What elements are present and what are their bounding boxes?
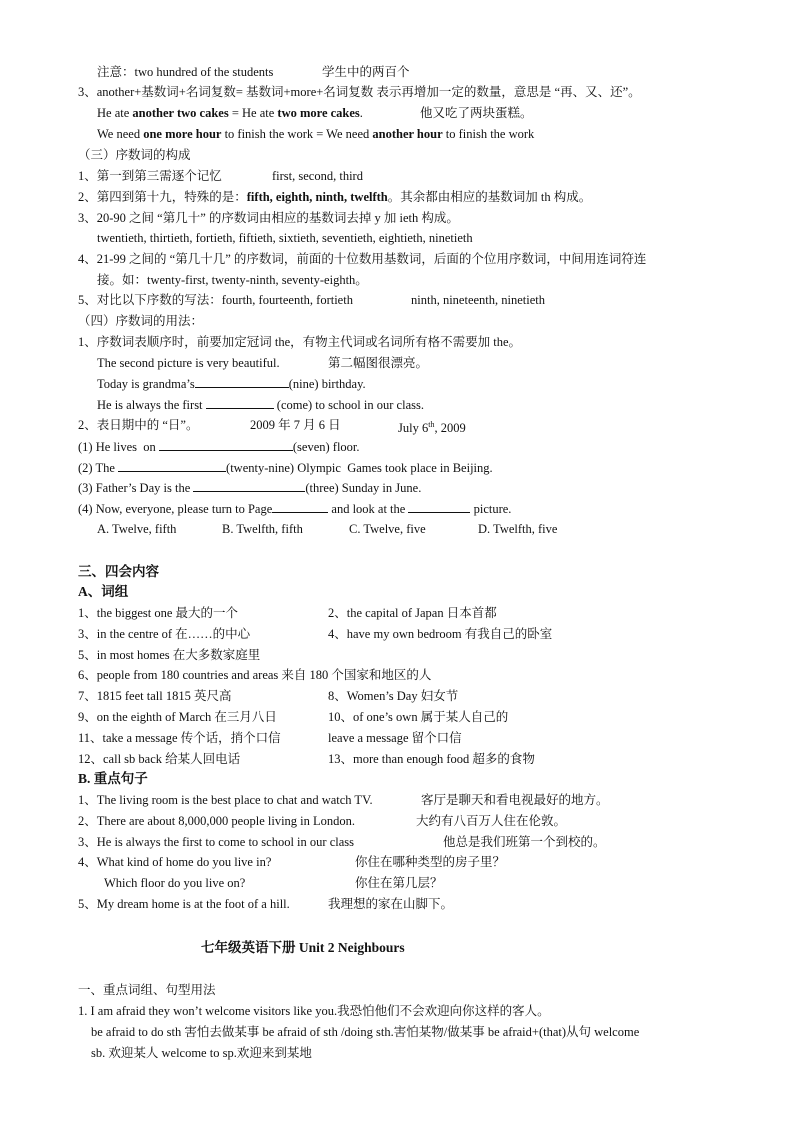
phrase-right: 8、Women’s Day 妇女节 <box>328 689 459 703</box>
answer-blank[interactable] <box>408 500 470 513</box>
s4-l1b-b: (nine) birthday. <box>288 377 366 391</box>
section-three-title: 三、四会内容 <box>78 564 159 579</box>
phrase-left: 1、the biggest one 最大的一个 <box>78 606 239 620</box>
question-3 <box>78 479 421 496</box>
answer-blank[interactable] <box>118 459 226 472</box>
s3-line-5-b: ninth, nineteenth, ninetieth <box>411 293 545 307</box>
unit-2-title: 七年级英语下册 Unit 2 Neighbours <box>201 940 405 955</box>
phrases-title: A、词组 <box>78 584 129 599</box>
ex1-bold-2: two more cakes <box>277 106 360 120</box>
phrase-right: 2、the capital of Japan 日本首都 <box>328 606 497 620</box>
note-label: 注意： <box>97 65 135 79</box>
s4-l1c-b: (come) to school in our class. <box>273 398 424 412</box>
question-1 <box>78 438 360 455</box>
s4-l1b-a: Today is grandma’s <box>97 377 195 391</box>
s4-line-2-en-date <box>398 417 466 436</box>
answer-blank[interactable] <box>159 438 293 451</box>
s4-line-2: 2、表日期中的 “日”。 <box>78 418 199 432</box>
s4-l1c-a: He is always the first <box>97 398 206 412</box>
option-c[interactable]: C. Twelve, five <box>349 522 426 536</box>
q4-a: (4) Now, everyone, please turn to Page <box>78 502 273 516</box>
rule-3-example-2 <box>97 126 534 142</box>
sentence-en: Which floor do you live on? <box>104 876 246 890</box>
phrase-left: 9、on the eighth of March 在三月八日 <box>78 710 277 724</box>
date-a: July 6 <box>398 421 429 436</box>
unit-2-line-2: be afraid to do sth 害怕去做某事 be afraid of sth /doing sth.害怕某物/做某事 be afraid+(that)从句 welcome <box>91 1025 640 1039</box>
s4-line-1c <box>97 396 424 413</box>
section-4-title: （四）序数词的用法： <box>78 314 204 328</box>
sentence-en: 3、He is always the first to come to school in our class <box>78 835 354 849</box>
ex1-bold-1: another two cakes <box>132 106 229 120</box>
q4-c: picture. <box>470 502 512 516</box>
s3-line-4: 4、21-99 之间的 “第几十几” 的序数词，前面的十位数用基数词，后面的个位用序数词，中间用连词符连 <box>78 252 647 266</box>
sentence-en: 5、My dream home is at the foot of a hill. <box>78 897 290 911</box>
rule-3-text: 3、another+基数词+名词复数= 基数词+more+名词复数 表示再增加一定的数量，意思是 “再、又、还”。 <box>78 85 641 99</box>
sentence-en: 4、What kind of home do you live in? <box>78 855 272 869</box>
sentence-cn: 你住在哪种类型的房子里？ <box>355 855 506 869</box>
unit-2-line-3: sb. 欢迎某人 welcome to sp.欢迎来到某地 <box>91 1046 312 1060</box>
date-b: , 2009 <box>434 421 466 436</box>
q1-b: (seven) floor. <box>292 440 360 454</box>
answer-blank[interactable] <box>193 479 305 492</box>
ex2-a: We need <box>97 127 144 141</box>
q2-b: (twenty-nine) Olympic Games took place in Beijing. <box>226 461 493 475</box>
sentence-cn: 客厅是聊天和看电视最好的地方。 <box>421 793 609 807</box>
q1-a: (1) He lives on <box>78 440 159 454</box>
answer-blank[interactable] <box>272 500 328 513</box>
phrase-right: 10、of one’s own 属于某人自己的 <box>328 710 509 724</box>
unit-2-line-1: 1. I am afraid they won’t welcome visitors like you.我恐怕他们不会欢迎向你这样的客人。 <box>78 1004 550 1018</box>
ex1-d: . <box>359 106 363 120</box>
option-a[interactable]: A. Twelve, fifth <box>97 522 177 536</box>
section-3-title: （三）序数词的构成 <box>78 148 191 162</box>
phrase-right: 4、have my own bedroom 有我自己的卧室 <box>328 627 553 641</box>
phrase-left: 7、1815 feet tall 1815 英尺高 <box>78 689 232 703</box>
ex2-bold-1: one more hour <box>143 127 222 141</box>
sentence-en: 2、There are about 8,000,000 people living in London. <box>78 814 356 828</box>
s4-line-1: 1、序数词表顺序时，前要加定冠词 the，有物主代词或名词所有格不需要加 the。 <box>78 335 522 349</box>
ex2-bold-2: another hour <box>372 127 443 141</box>
ex2-c: to finish the work = We need <box>221 127 373 141</box>
question-4 <box>78 500 511 517</box>
s3-l2-a: 2、第四到第十九，特殊的是： <box>78 190 247 204</box>
q3-a: (3) Father’s Day is the <box>78 481 194 495</box>
s3-line-2 <box>78 189 591 205</box>
s3-line-3b: twentieth, thirtieth, fortieth, fiftieth, sixtieth, seventieth, eightieth, ninetieth <box>97 231 473 245</box>
sentences-title: B. 重点句子 <box>78 771 148 786</box>
q3-b: (three) Sunday in June. <box>305 481 422 495</box>
s4-line-2-cn-date: 2009 年 7 月 6 日 <box>250 418 341 432</box>
rule-3-example-1 <box>97 105 363 121</box>
sentence-cn: 你住在第几层？ <box>355 876 443 890</box>
s3-line-1-words: first, second, third <box>272 169 363 183</box>
sentence-en: 1、The living room is the best place to chat and watch TV. <box>78 793 373 807</box>
s4-line-1a-en: The second picture is very beautiful. <box>97 356 280 370</box>
s3-line-5: 5、对比以下序数的写法：fourth, fourteenth, fortieth <box>78 293 353 307</box>
option-d[interactable]: D. Twelfth, five <box>478 522 558 536</box>
s4-line-1b <box>97 375 366 392</box>
s3-line-1: 1、第一到第三需逐个记忆 <box>78 169 222 183</box>
answer-blank[interactable] <box>206 396 274 409</box>
answer-blank[interactable] <box>195 375 289 388</box>
rule-3-example-1-cn: 他又吃了两块蛋糕。 <box>420 106 533 120</box>
s3-line-4b: 接。如：twenty-first, twenty-ninth, seventy-eighth。 <box>97 273 368 287</box>
date-sup: th <box>428 420 435 429</box>
phrase-left: 12、call sb back 给某人回电话 <box>78 752 241 766</box>
phrase-left: 3、in the centre of 在……的中心 <box>78 627 251 641</box>
s3-line-3: 3、20-90 之间 “第几十” 的序数词由相应的基数词去掉 y 加 ieth 构成。 <box>78 211 459 225</box>
phrase-left: 11、take a message 传个话，捎个口信 <box>78 731 281 745</box>
sentence-cn: 大约有八百万人住在伦敦。 <box>416 814 567 828</box>
sentence-cn: 他总是我们班第一个到校的。 <box>443 835 606 849</box>
phrase-right: 13、more than enough food 超多的食物 <box>328 752 535 766</box>
q4-b: and look at the <box>328 502 409 516</box>
phrase-right: leave a message 留个口信 <box>328 731 462 745</box>
phrase-left: 5、in most homes 在大多数家庭里 <box>78 648 261 662</box>
s4-line-1a-cn: 第二幅图很漂亮。 <box>328 356 429 370</box>
phrase-left: 6、people from 180 countries and areas 来自 180 个国家和地区的人 <box>78 668 432 682</box>
ex1-c: = He ate <box>228 106 278 120</box>
q2-a: (2) The <box>78 461 119 475</box>
s3-l2-c: 。其余都由相应的基数词加 th 构成。 <box>387 190 592 204</box>
s3-l2-bold: fifth, eighth, ninth, twelfth <box>246 190 388 204</box>
note-line <box>97 64 273 80</box>
sentence-cn: 我理想的家在山脚下。 <box>328 897 454 911</box>
option-b[interactable]: B. Twelfth, fifth <box>222 522 303 536</box>
ex1-a: He ate <box>97 106 133 120</box>
ex2-d: to finish the work <box>442 127 535 141</box>
note-en: two hundred of the students <box>134 65 274 79</box>
question-2 <box>78 459 493 476</box>
note-cn: 学生中的两百个 <box>322 65 410 79</box>
unit-2-section-1: 一、重点词组、句型用法 <box>78 983 216 997</box>
